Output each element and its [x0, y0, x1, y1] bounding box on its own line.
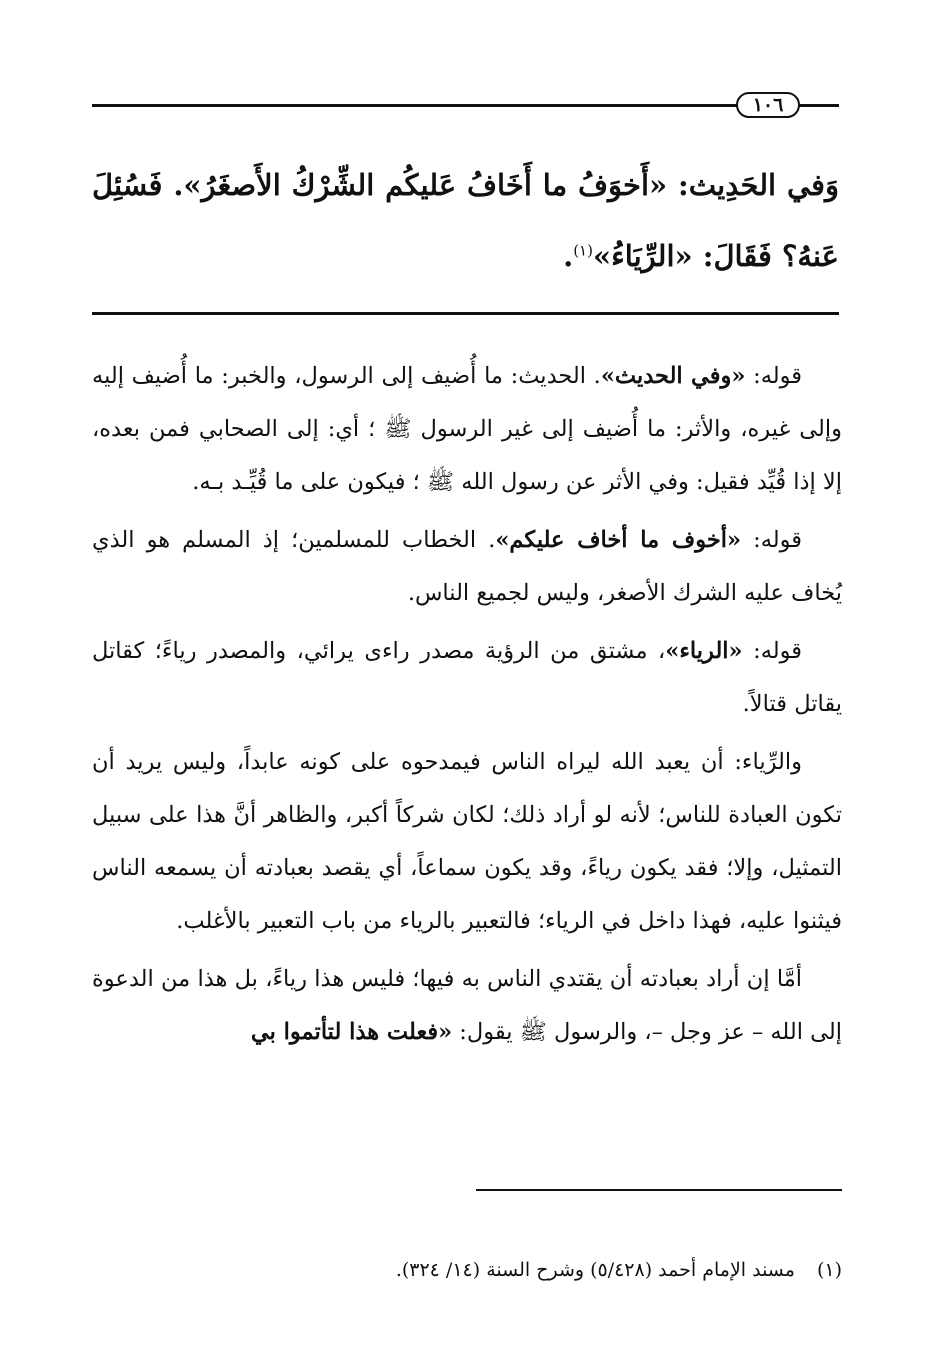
paragraph-text: والرِّياء: أن يعبد الله ليراه الناس فيمدحوه على كونه عابداً، وليس يريد أن تكون العبادة للناس؛ لأنه لو أراد ذلك؛ لكان شركاً أكبر، والظاهر أنَّ هذا على سبيل التمثيل، وإلا؛ فقد يكون رياءً، وقد يكون سماعاً، أي يقصد بعبادته أن يسمعه الناس فيثنوا عليه، فهذا داخل في الرياء؛ فالتعبير بالرياء من باب التعبير بالأغلب.: [92, 749, 842, 934]
quoted-phrase: «فعلت هذا لتأتموا بي: [250, 1019, 453, 1045]
paragraph-text: . الخطاب للمسلمين؛ إذ المسلم هو الذي يُخاف عليه الشرك الأصغر، وليس لجميع الناس.: [92, 527, 842, 606]
hadith-text: [92, 150, 839, 292]
footnote-number: (١): [816, 1259, 842, 1281]
page-number: ١٠٦: [736, 92, 800, 118]
quoted-phrase: «أخوف ما أخاف عليكم»: [495, 527, 742, 553]
paragraph-lead: قوله:: [741, 527, 803, 553]
footnote-rule: [476, 1189, 842, 1191]
commentary-paragraph-3: [92, 625, 842, 731]
hadith-trailing: .: [563, 239, 574, 273]
footnote: [92, 1254, 842, 1286]
paragraph-text: ، مشتق من الرؤية مصدر راءى يرائي، والمصدر رياءً؛ كقاتل يقاتل قتالاً.: [92, 638, 842, 717]
footnote-text: مسند الإمام أحمد (٥/٤٢٨) وشرح السنة (١٤/ ٣٢٤).: [395, 1259, 795, 1281]
header-rule: [92, 104, 839, 107]
footnote-marker: (١): [573, 241, 593, 260]
paragraph-lead: قوله:: [745, 363, 803, 389]
paragraph-text: . الحديث: ما أُضيف إلى الرسول، والخبر: ما أُضيف إليه وإلى غيره، والأثر: ما أُضيف إلى غير الرسول ﷺ ؛ أي: إلى الصحابي فمن بعده، إلا إذا قُيِّد فقيل: وفي الأثر عن رسول الله ﷺ ؛ فيكون على ما قُيِّـد بـه.: [92, 363, 842, 495]
page-header: [92, 92, 839, 118]
commentary-paragraph-4: [92, 736, 842, 948]
commentary: [92, 350, 842, 1064]
quoted-phrase: «الرياء»: [665, 638, 743, 664]
commentary-paragraph-1: [92, 350, 842, 509]
section-separator: [92, 312, 839, 315]
quoted-phrase: «وفي الحديث»: [600, 363, 746, 389]
paragraph-lead: قوله:: [742, 638, 802, 664]
commentary-paragraph-5: [92, 953, 842, 1059]
paragraph-text: أمَّا إن أراد بعبادته أن يقتدي الناس به فيها؛ فليس هذا رياءً، بل هذا من الدعوة إلى الله – عز وجل –، والرسول ﷺ يقول:: [92, 966, 842, 1045]
commentary-paragraph-2: [92, 514, 842, 620]
hadith-body: وَفي الحَدِيث: «أَخوَفُ ما أَخَافُ عَليكُم الشِّرْكُ الأَصغَرُ». فَسُئِلَ عَنهُ؟ فَقَالَ: «الرِّيَاءُ»: [92, 168, 839, 273]
